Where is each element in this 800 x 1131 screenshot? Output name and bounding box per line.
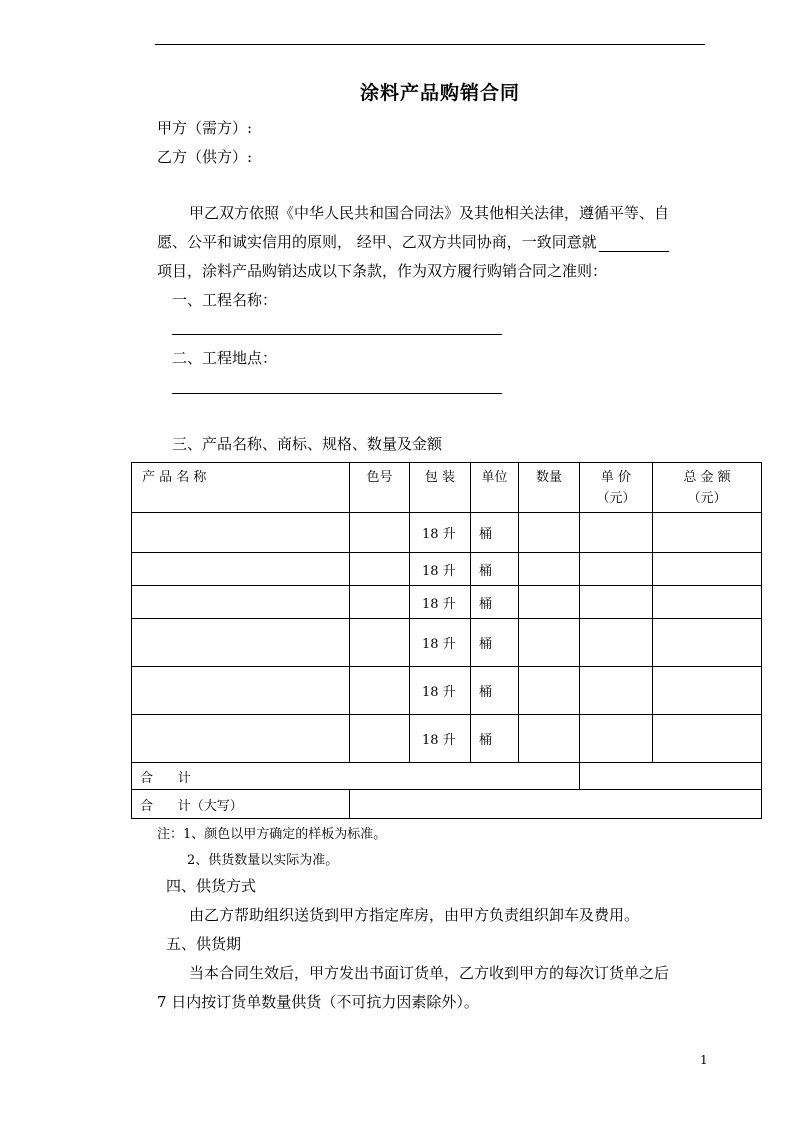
project-name-blank[interactable] — [172, 334, 502, 335]
header-package: 包 装 — [410, 463, 471, 513]
color-no-cell[interactable] — [350, 513, 410, 553]
quantity-cell[interactable] — [519, 619, 580, 667]
section-supply-method-heading: 四、供货方式 — [166, 877, 257, 895]
section-supply-method-text: 由乙方帮助组织送货到甲方指定库房，由甲方负责组织卸车及费用。 — [189, 906, 640, 924]
header-unit-price: 单 价 （元） — [580, 463, 653, 513]
product-name-cell[interactable] — [132, 513, 350, 553]
package-cell: 18 升 — [410, 619, 471, 667]
table-row — [132, 715, 762, 763]
unit-cell: 桶 — [471, 619, 519, 667]
header-product-name: 产 品 名 称 — [132, 463, 350, 513]
quantity-cell[interactable] — [519, 586, 580, 619]
sum-caps-value-cell[interactable] — [350, 790, 762, 819]
product-name-cell[interactable] — [132, 667, 350, 715]
unit-cell: 桶 — [471, 586, 519, 619]
header-rule — [155, 44, 705, 45]
unit-cell: 桶 — [471, 667, 519, 715]
table-row — [132, 619, 762, 667]
unit-price-cell[interactable] — [580, 715, 653, 763]
package-cell: 18 升 — [410, 513, 471, 553]
unit-price-cell[interactable] — [580, 513, 653, 553]
quantity-cell[interactable] — [519, 667, 580, 715]
unit-price-cell[interactable] — [580, 586, 653, 619]
intro-line-1: 甲乙双方依照《中华人民共和国合同法》及其他相关法律，遵循平等、自 — [189, 204, 670, 222]
intro-line-2 — [157, 232, 669, 252]
package-cell: 18 升 — [410, 667, 471, 715]
project-blank[interactable] — [599, 237, 669, 252]
total-cell[interactable] — [653, 667, 762, 715]
section-supply-period-line-1: 当本合同生效后，甲方发出书面订货单，乙方收到甲方的每次订货单之后 — [189, 964, 670, 982]
product-table — [131, 462, 762, 819]
sum-row — [132, 763, 762, 790]
intro-line-2-text: 愿、公平和诚实信用的原则， 经甲、乙双方共同协商，一致同意就 — [157, 233, 597, 251]
table-row — [132, 553, 762, 586]
header-total: 总 金 额 （元） — [653, 463, 762, 513]
party-b-label: 乙方（供方）: — [157, 148, 253, 166]
section-project-location: 二、工程地点： — [172, 349, 278, 367]
total-cell[interactable] — [653, 715, 762, 763]
unit-cell: 桶 — [471, 715, 519, 763]
project-location-blank[interactable] — [172, 393, 502, 394]
color-no-cell[interactable] — [350, 553, 410, 586]
note-1: 注：1、颜色以甲方确定的样板为标准。 — [157, 827, 387, 842]
party-a-label: 甲方（需方）: — [157, 119, 253, 137]
quantity-cell[interactable] — [519, 513, 580, 553]
unit-cell: 桶 — [471, 553, 519, 586]
header-color-no: 色号 — [350, 463, 410, 513]
section-project-name: 一、工程名称： — [172, 291, 278, 309]
document-title: 涂料产品购销合同 — [359, 82, 520, 104]
page-number: 1 — [700, 1053, 708, 1067]
header-quantity: 数量 — [519, 463, 580, 513]
total-cell[interactable] — [653, 553, 762, 586]
quantity-cell[interactable] — [519, 553, 580, 586]
table-row — [132, 667, 762, 715]
table-row — [132, 513, 762, 553]
note-2: 2、供货数量以实际为准。 — [187, 853, 339, 868]
intro-line-3: 项目，涂料产品购销达成以下条款，作为双方履行购销合同之准则： — [157, 262, 608, 280]
package-cell: 18 升 — [410, 553, 471, 586]
quantity-cell[interactable] — [519, 715, 580, 763]
header-unit: 单位 — [471, 463, 519, 513]
unit-price-cell[interactable] — [580, 667, 653, 715]
color-no-cell[interactable] — [350, 667, 410, 715]
color-no-cell[interactable] — [350, 619, 410, 667]
unit-price-cell[interactable] — [580, 619, 653, 667]
unit-cell: 桶 — [471, 513, 519, 553]
table-header-row — [132, 463, 762, 513]
sum-value-cell[interactable] — [580, 763, 762, 790]
sum-label-cell: 合 计 — [132, 763, 580, 790]
product-name-cell[interactable] — [132, 553, 350, 586]
unit-price-cell[interactable] — [580, 553, 653, 586]
product-name-cell[interactable] — [132, 586, 350, 619]
total-cell[interactable] — [653, 513, 762, 553]
sum-caps-row — [132, 790, 762, 819]
total-cell[interactable] — [653, 619, 762, 667]
product-name-cell[interactable] — [132, 715, 350, 763]
section-product-details: 三、产品名称、商标、规格、数量及金额 — [172, 435, 443, 453]
product-name-cell[interactable] — [132, 619, 350, 667]
package-cell: 18 升 — [410, 586, 471, 619]
color-no-cell[interactable] — [350, 586, 410, 619]
color-no-cell[interactable] — [350, 715, 410, 763]
package-cell: 18 升 — [410, 715, 471, 763]
section-supply-period-line-2: 7 日内按订货单数量供货（不可抗力因素除外）。 — [157, 993, 479, 1011]
sum-caps-label-cell: 合 计（大写） — [132, 790, 350, 819]
section-supply-period-heading: 五、供货期 — [166, 935, 242, 953]
table-row — [132, 586, 762, 619]
total-cell[interactable] — [653, 586, 762, 619]
